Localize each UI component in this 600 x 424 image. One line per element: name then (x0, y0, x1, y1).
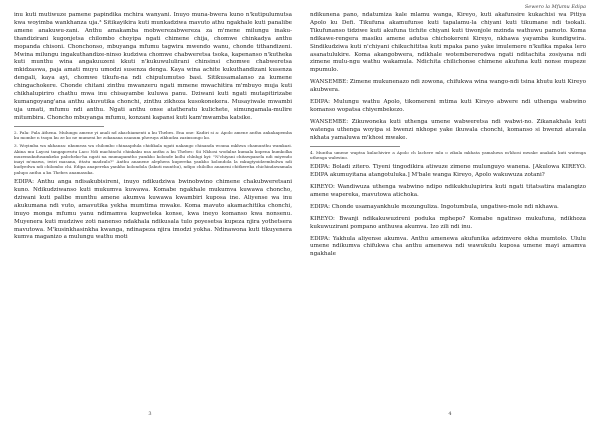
dialogue-paragraph: EDIPA: Chonde usamayankhule mozunguliza. Ingotumbula, ungatiwo-mole ndi nkhawa. (310, 203, 559, 210)
footnote: 3. Woyimba wa nkhanza: nkumeza wa chilombo chinaapdula chidikala ngati nakango chinanda wouna mkhwa chamunthu wamkazi. Akina mu Layosi tangapovutu Laco Ndi machinchi chinkaku nsa anthu a ku Thebes: Sii Nkhosi wodalnz kumala kopena kumkolka muzemukufusamkeko pabcheko-ha ngati na mumapamtho yamkho kolonde kolhi chlnhgi kyi: "N'chiyani chitawpanela ndi miyendo inayi m'mawa, iwiri masana, ittatu madzulo?" Anthu ananene alephera kupereka yankho kolondola la mkugtyoidzembulwa ndi kudyedwa ndi chilombo chi. Edipa anapereka yankho kolondola (lakuti munthu), ndipo chilolho ananeni chitkereka chichindawamala palupo anthu a ku Thebes anamasuka. (14, 143, 292, 175)
page-number: 4 (448, 411, 452, 417)
body-paragraph: inu kuti mutiwuze pamene papindika mchira wanyani. Inuyo muna-bwera kuno n'kutipulumutsa kwa woyimba wankhanza uja.³ Sitikayikira kuti munkadziwa mavuto athu ngakhale kuti panalibe amene anakuwu-zani. Anthu amakamba mobwerezabwereza za m'mene milungu inaku-thandizirani kugonjetsa chilombo choyipa ngati chimene chija, chomwe chinkadya anthu mopanda chisoni. Chonchonso, mbuyanga mfumu tagwira mwendo wanu, chonde tithandizeni. Mwina milungu ingakuthandize-ninso kudziwa chomwe chabweretsa tsoka, kapenanso n'kutheka kuti munthu wina angakuuzeni kkuti n'kukuwululirani chinsinsi chomwe chabweretsa mkidzaswa, paja amati muyu umodzi susenza denga. Kaya wina achite kukuthandizani kusenza dengali, kaya ayi, chomwe tikufu-na ndi chipulumutso basi. Sitikusamalanso za kumene chingachokere. Chonde chitani zinthu mwanzeru ngati mmene mwachitira m'mbuyo muja kuti chikhalupiriro chathu mwa inu chisayambe kuluwa panu. Dziwani kuti ngati mutapitirizabe kumangoyang'ana anthu akuvutika chonchi, zinthu zikhoza kusokonekera. Musayiwale mwambi uja umati, mfumu ndi anthu. Ngati anthu onse atatheratu kulichete, simungamala-mulire mitumbira. Choncho mbuyanga mfumu, konzani kapansi kuti kam'mwamba katsike. (14, 12, 292, 121)
dialogue-paragraph: EDIPA: Anthu anga ndisakubisireni, inuyo ndikudziwa bwinobwino chimene chakubweretsani kuno. Ndikudziwanso kuti mukumva kuwawa. Komabe ngakhale mukumva kuwawa choncho, dziwani kuti palibe munthu amene akumva kuwawa kwambiri kuposa ine. Aliyense wa inu akukumana ndi vuto, amavutika yekha mumtima mwake. Koma mavuto akamachitika chonchi, inuyo monga mfumu yanu ndimamva kupweteka konse, kwa ineyo komanso kwa nonsenu. Muyenera kuti mudziwe zoti nanenso ndakhala ndikusala tulo poyesetsa kupeza njira yothetsera mavutowa. M'kusinkhasinkha kwanga, ndinapeza njira imodzi yokha. Ndinawona kuti tikuyenera kumva maganizo a mulungu wathu moti (14, 179, 292, 241)
dialogue-paragraph: EDIPA: Boladi zitero. Tiyeni tingodikira atiwuze zimene mulunguyo wanena. [Akulowa KIREYO. EDIPA akumuyitana atangotuluka.] M'bale wanga Kireyo, Apolo wakuwuza zotani? (310, 164, 586, 179)
footnote-rule (14, 126, 104, 127)
dialogue-paragraph: WANSEMBE: Zikuwoneka kuti uthenga umene wabweretsa ndi wabwi-no. Zikanakhala kuti watenga uthenga woyipa si bwenzi nkhope yake ikuwala chonchi, komanso si bwenzi atavala nkhata yamaluwa m'khosi mwake. (310, 118, 586, 141)
running-head (14, 4, 292, 12)
dialogue-paragraph: WANSEMBE: Zimene mukunenazo ndi zowona, chifukwa wina wango-ndi tsina khutu kuti Kireyo akubwera. (310, 79, 586, 94)
dialogue-paragraph: EDIPA: Yakhula aliyense akumva. Anthu amenewa akufunika adzimvere okha mumtolo. Ululu umene ndikumva chifukwa cha anthu amenewa ndi wawukulu kuposa umene mayi amamva ngakhale (310, 235, 586, 258)
dialogue-paragraph: EDIPA: Mulungu wathu Apolo, tikomereni mtima kuti Kireyo abwere ndi uthenga wabwino komanso wopatsa chiyembekezo. (310, 99, 586, 113)
page-number: 3 (148, 411, 152, 417)
body-paragraph: ndikunena pano, ndatumiza kale mlamu wanga, Kireyo, kuti akafunsire kukachisi wa Pitiya Apolo ku Defi. Tikufuna akamufunse kuti tapalamu-la chiyani kuti tikumane ndi tsokali. Tikufunanso tidziwe kuti akufuna tichite chiyani kuti tiwonjole mzinda wathuwu pamoto. Koma ndikawe-rengera masiku amene adutsa chichokereni Kireyo, nkhawa yayamba kundigwira. Sindikudziwa kuti n'chiyani chikuchititsa kuti mpaka pano yake imulemere n'kufika mpaka lero asanatulukire. Koma akangobwera, ndikhale wotembereredwa ngati nditachita zosiyana ndi zimene mulu-ngu wathu wakamula. Ndichita chilichonse chimene akufuna kuti nonse mupeze mpumulo. (310, 12, 586, 74)
right-page (300, 0, 600, 424)
footnote: 4. Muntha umene waptsa kulachivire a Apolo ch lachere mlu o zikula mkhata yamaluwa m'khosi mwake anakala kuti watenga uthenga wabwino. (310, 149, 586, 160)
footnote: 2. Pala: Pala Athena. Mulungu amene yi anali nd akachiamenti a ku Thebes. Ena one: Kadiri si a: Apolo amene anthu ankakapemba ku mombe n tsopu ku ze ko ne mumeni be zokanana nsanum pheruya zikhudza zazinsongo ko. (14, 129, 292, 140)
running-head: Sewero la Mfumu Edipa (524, 4, 586, 10)
dialogue-paragraph: KIREYO: Wandiwuza uthenga wabwino ndipo ndikukhulupirira kuti ngati titatsatira malangizo amene wapereka, mavutowa atichoka. (310, 184, 586, 198)
dialogue-paragraph: KIREYO: Bwanji ndikakuwuzireni poduka mphepo? Komabe ngatinso mukufuna, ndikhoza kukuwuzirani pompano anthuwa akumva. Izo zili ndi inu. (310, 215, 586, 230)
footnote-rule (310, 146, 400, 147)
